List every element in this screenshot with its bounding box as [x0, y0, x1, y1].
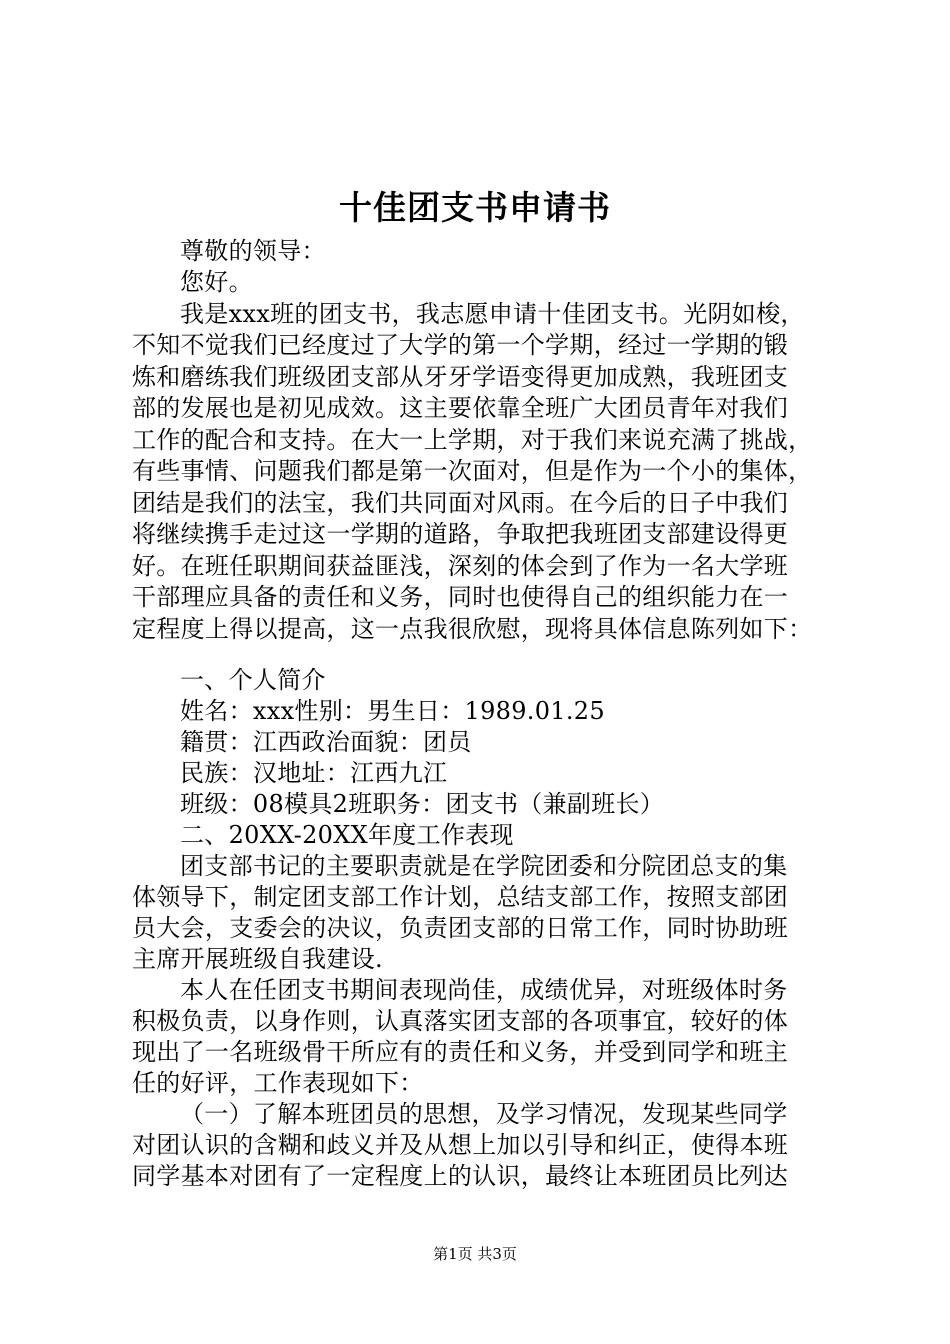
paragraph-line: （一）了解本班团员的思想，及学习情况，发现某些同学 [180, 1100, 788, 1128]
paragraph-line: 体领导下，制定团支部工作计划，总结支部工作，按照支部团 [132, 883, 789, 911]
paragraph-line: 我是xxx班的团支书，我志愿申请十佳团支书。光阴如梭， [180, 300, 805, 328]
paragraph-line: 本人在任团支书期间表现尚佳，成绩优异，对班级体时务 [180, 976, 788, 1004]
paragraph-line: 现出了一名班级骨干所应有的责任和义务，并受到同学和班主 [132, 1038, 789, 1066]
paragraph-line: 部的发展也是初见成效。这主要依靠全班广大团员青年对我们 [132, 394, 789, 422]
salutation: 尊敬的领导： [180, 237, 326, 265]
section-heading: 二、20XX-20XX年度工作表现 [180, 821, 514, 849]
info-line: 姓名：xxx性别：男生日：1989.01.25 [180, 697, 605, 725]
paragraph-line: 干部理应具备的责任和义务，同时也使得自己的组织能力在一 [132, 583, 789, 611]
paragraph-line: 团支部书记的主要职责就是在学院团委和分院团总支的集 [180, 852, 788, 880]
paragraph-line: 任的好评，工作表现如下： [132, 1069, 424, 1097]
paragraph-line: 同学基本对团有了一定程度上的认识，最终让本班团员比列达 [132, 1162, 789, 1190]
paragraph-line: 积极负责，以身作则，认真落实团支部的各项事宜，较好的体 [132, 1007, 789, 1035]
section-heading: 一、个人简介 [180, 666, 326, 694]
paragraph-line: 炼和磨练我们班级团支部从牙牙学语变得更加成熟，我班团支 [132, 363, 789, 391]
paragraph-line: 对团认识的含糊和歧义并及从想上加以引导和纠正，使得本班 [132, 1131, 789, 1159]
paragraph-line: 主席开展班级自我建设. [132, 945, 383, 973]
paragraph-line: 员大会，支委会的决议，负责团支部的日常工作，同时协助班 [132, 914, 789, 942]
page-footer: 第1页 共3页 [433, 1245, 517, 1263]
greeting: 您好。 [180, 268, 253, 296]
paragraph-line: 定程度上得以提高，这一点我很欣慰，现将具体信息陈列如下： [132, 615, 813, 643]
paragraph-line: 有些事情、问题我们都是第一次面对，但是作为一个小的集体， [132, 457, 813, 485]
info-line: 籍贯：江西政治面貌：团员 [180, 728, 472, 756]
info-line: 班级：08模具2班职务：团支书（兼副班长） [180, 790, 665, 818]
paragraph-line: 将继续携手走过这一学期的道路，争取把我班团支部建设得更 [132, 520, 789, 548]
paragraph-line: 工作的配合和支持。在大一上学期，对于我们来说充满了挑战， [132, 426, 813, 454]
paragraph-line: 好。在班任职期间获益匪浅，深刻的体会到了作为一名大学班 [132, 552, 789, 580]
paragraph-line: 不知不觉我们已经度过了大学的第一个学期，经过一学期的锻 [132, 331, 789, 359]
document-title: 十佳团支书申请书 [339, 188, 611, 227]
paragraph-line: 团结是我们的法宝，我们共同面对风雨。在今后的日子中我们 [132, 489, 789, 517]
info-line: 民族：汉地址：江西九江 [180, 759, 448, 787]
